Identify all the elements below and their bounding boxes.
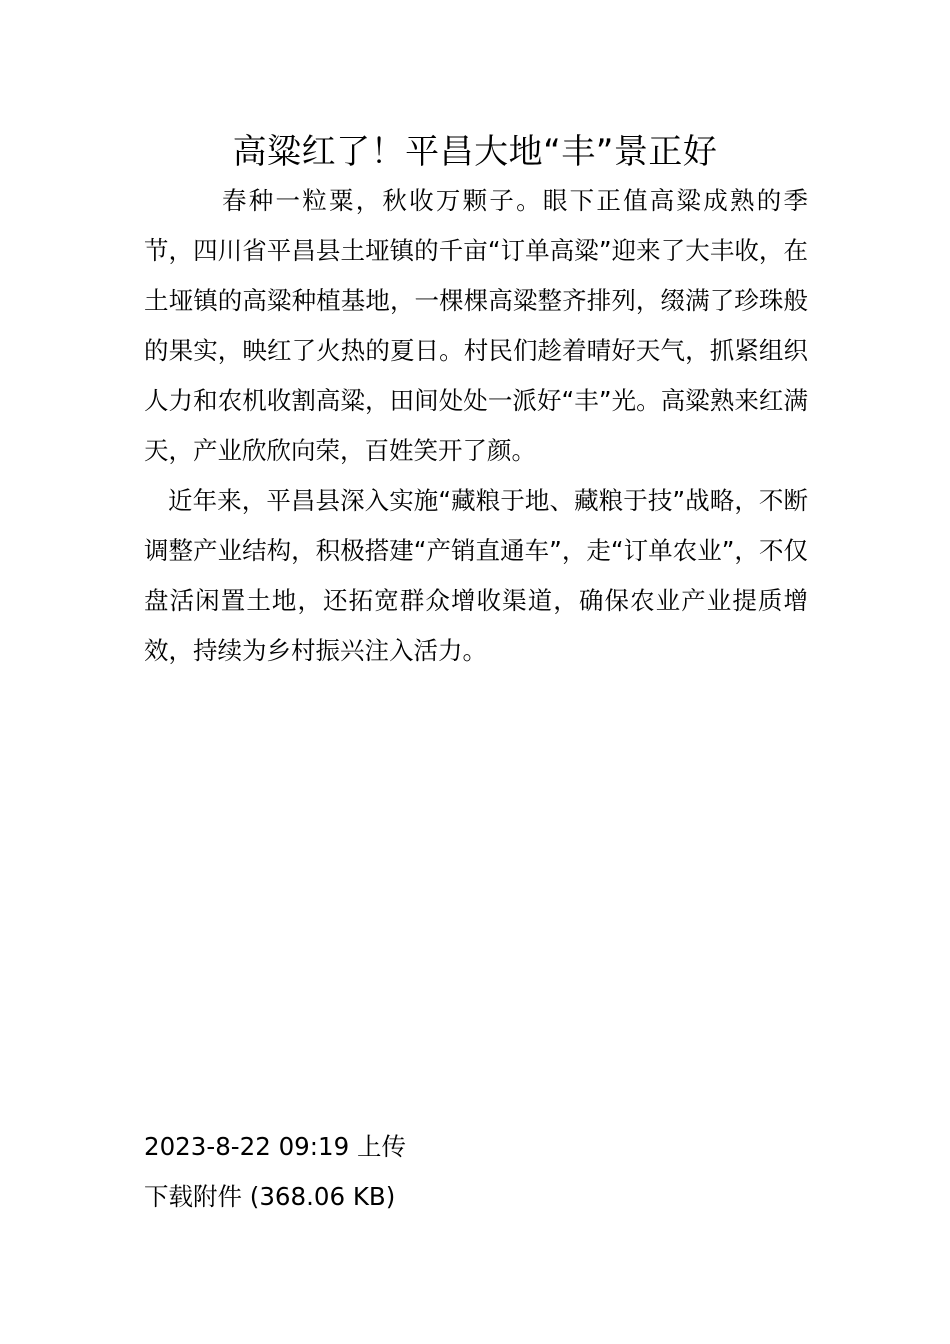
upload-timestamp: 2023-8-22 09:19 上传	[144, 1132, 406, 1161]
attachment-footer	[144, 1122, 808, 1222]
article-paragraph-2: 近年来，平昌县深入实施“藏粮于地、藏粮于技”战略，不断调整产业结构，积极搭建“产销直通车”，走“订单农业”，不仅盘活闲置土地，还拓宽群众增收渠道，确保农业产业提质增效，持续为乡村振兴注入活力。	[144, 486, 808, 665]
article-body	[144, 176, 808, 676]
article-title: 高粱红了！平昌大地“丰”景正好	[232, 132, 718, 172]
article-paragraph-1: 春种一粒粟，秋收万颗子。眼下正值高粱成熟的季节，四川省平昌县土垭镇的千亩“订单高粱”迎来了大丰收，在土垭镇的高粱种植基地，一棵棵高粱整齐排列，缀满了珍珠般的果实，映红了火热的夏日。村民们趁着晴好天气，抓紧组织人力和农机收割高粱，田间处处一派好“丰”光。高粱熟来红满天，产业欣欣向荣，百姓笑开了颜。	[144, 186, 808, 465]
download-attachment-link[interactable]: 下载附件 (368.06 KB)	[144, 1182, 396, 1211]
